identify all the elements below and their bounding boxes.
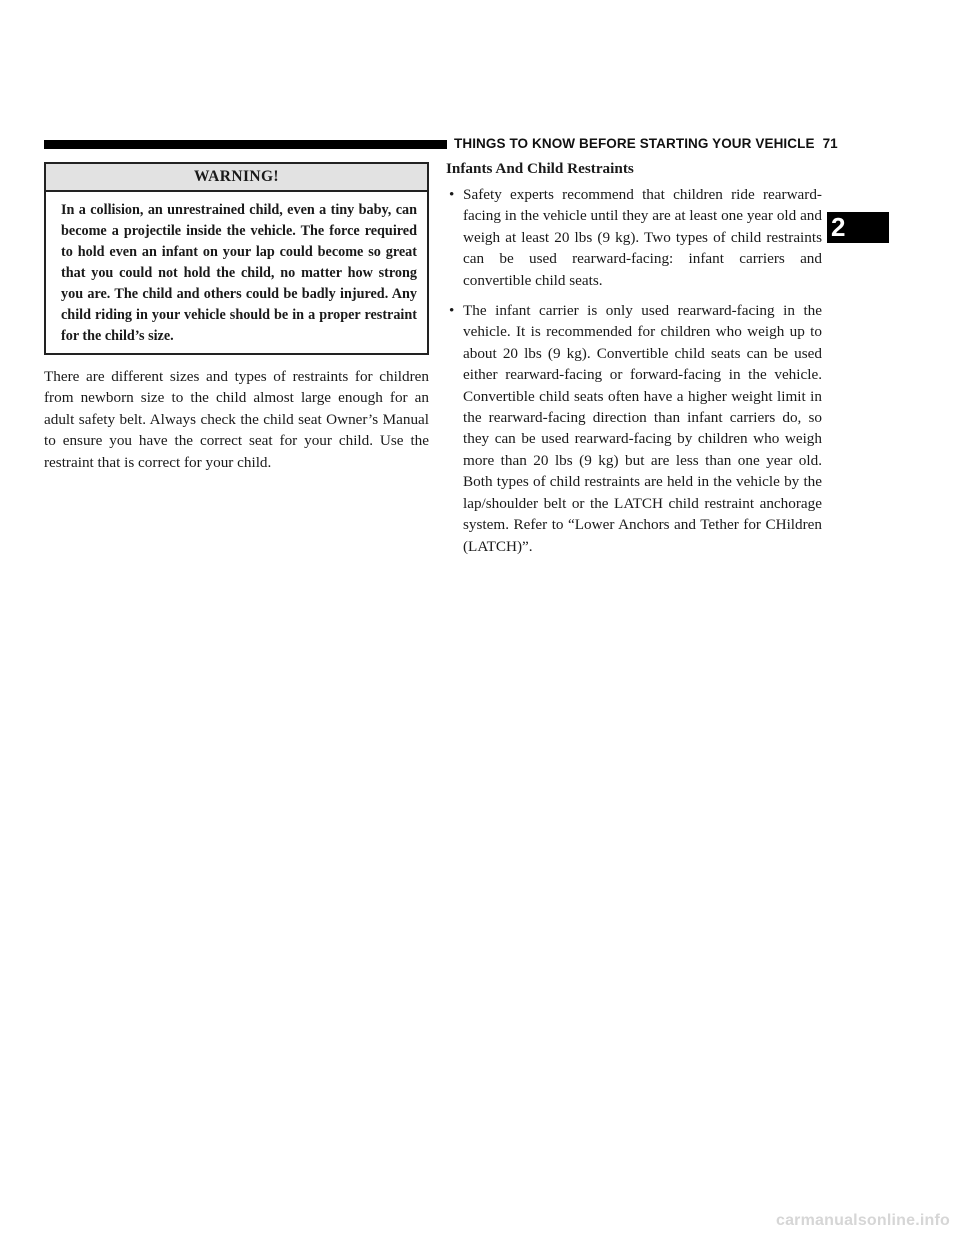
running-header bbox=[454, 136, 838, 151]
restraint-sizes-paragraph: There are different sizes and types of restraints for children from newborn size to the child almost large enough for an adult safety belt. Always check the child seat Owner’s Manual to ensure you have the correct seat for your child. Use the restraint that is correct for your child. bbox=[44, 368, 429, 471]
chapter-tab: 2 bbox=[827, 212, 889, 243]
warning-title: WARNING! bbox=[46, 164, 427, 192]
bullet-list bbox=[446, 184, 822, 566]
page-number: 71 bbox=[822, 136, 838, 151]
warning-box bbox=[44, 162, 429, 355]
watermark: carmanualsonline.info bbox=[775, 1212, 950, 1229]
list-item bbox=[446, 300, 822, 557]
header-rule bbox=[44, 140, 447, 149]
header-title: THINGS TO KNOW BEFORE STARTING YOUR VEHICLE bbox=[454, 136, 815, 151]
section-heading: Infants And Child Restraints bbox=[446, 160, 634, 177]
warning-body: In a collision, an unrestrained child, even a tiny baby, can become a projectile inside the vehicle. The force required to hold even an infant on your lap could become so great that you could not hold the child, no matter how strong you are. The child and others could be badly injured. Any child riding in your vehicle should be in a proper restraint for the child’s size. bbox=[61, 202, 417, 344]
bullet-text: The infant carrier is only used rearward-facing in the vehicle. It is recommended for children who weigh up to about 20 lbs (9 kg). Convertible child seats can be used either rearward-facing or forward-facing in the vehicle. Convertible child seats often have a higher weight limit in the rearward-facing direction than infant carriers do, so they can be used rearward-facing by children who weigh more than 20 lbs (9 kg) but are less than one year old. Both types of child restraints are held in the vehicle by the lap/shoulder belt or the LATCH child restraint anchorage system. Refer to “Lower Anchors and Tether for CHildren (LATCH)”. bbox=[463, 302, 822, 555]
bullet-text: Safety experts recommend that children ride rearward-facing in the vehicle until they are at least one year old and weigh at least 20 lbs (9 kg). Two types of child restraints can be used rearward-facing: infant carriers and convertible child seats. bbox=[463, 186, 822, 289]
bullet-dot: • bbox=[449, 186, 455, 203]
list-item bbox=[446, 184, 822, 291]
bullet-dot: • bbox=[449, 302, 455, 320]
